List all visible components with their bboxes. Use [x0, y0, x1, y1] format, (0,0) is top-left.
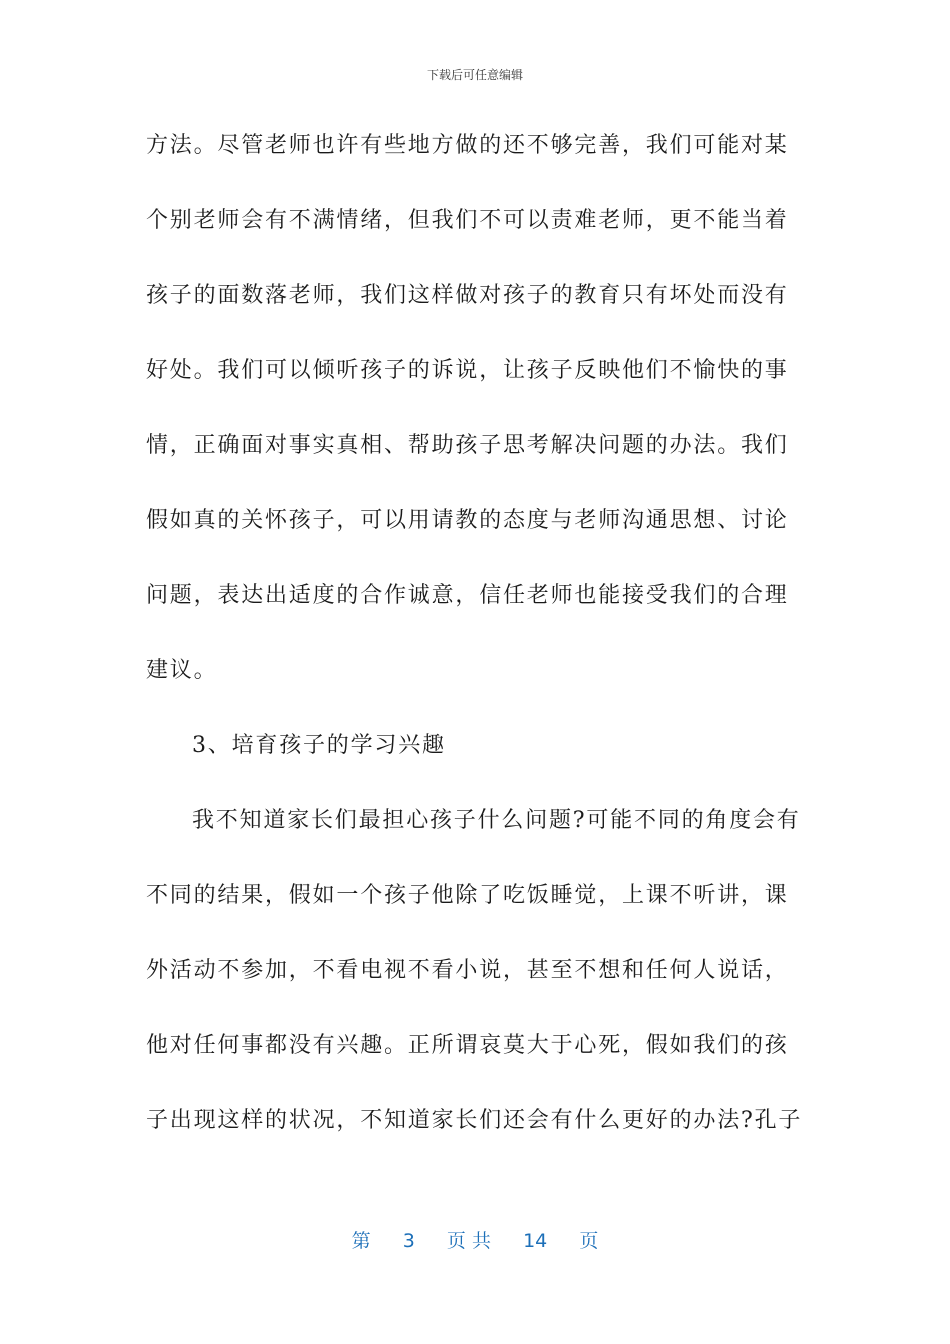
- section-heading: 3、培育孩子的学习兴趣: [192, 733, 446, 758]
- body-line: 方法。尽管老师也许有些地方做的还不够完善，我们可能对某: [146, 133, 789, 158]
- footer-label-page: 第: [351, 1230, 371, 1252]
- body-line: 问题，表达出适度的合作诚意，信任老师也能接受我们的合理: [146, 583, 789, 608]
- footer-label-total: 页 共: [446, 1230, 491, 1252]
- body-line: 外活动不参加，不看电视不看小说，甚至不想和任何人说话，: [146, 958, 789, 983]
- document-body: [146, 128, 806, 1178]
- footer-current-page: 3: [402, 1230, 415, 1252]
- body-line: 不同的结果，假如一个孩子他除了吃饭睡觉，上课不听讲，课: [146, 883, 789, 908]
- footer-total-pages: 14: [523, 1230, 548, 1252]
- body-line: 孩子的面数落老师，我们这样做对孩子的教育只有坏处而没有: [146, 283, 789, 308]
- body-line: 假如真的关怀孩子，可以用请教的态度与老师沟通思想、讨论: [146, 508, 789, 533]
- body-line: 他对任何事都没有兴趣。正所谓哀莫大于心死，假如我们的孩: [146, 1033, 789, 1058]
- footer-label-end: 页: [579, 1230, 599, 1252]
- page-header: [0, 66, 950, 83]
- header-text: 下载后可任意编辑: [426, 68, 523, 82]
- paragraph-first-line: 我不知道家长们最担心孩子什么问题?可能不同的角度会有: [192, 808, 801, 833]
- body-line: 子出现这样的状况，不知道家长们还会有什么更好的办法?孔子: [146, 1108, 803, 1133]
- body-line: 情，正确面对事实真相、帮助孩子思考解决问题的办法。我们: [146, 433, 789, 458]
- body-line: 好处。我们可以倾听孩子的诉说，让孩子反映他们不愉快的事: [146, 358, 789, 383]
- page-footer: [0, 1226, 950, 1253]
- body-line: 建议。: [146, 658, 218, 683]
- body-line: 个别老师会有不满情绪，但我们不可以责难老师，更不能当着: [146, 208, 789, 233]
